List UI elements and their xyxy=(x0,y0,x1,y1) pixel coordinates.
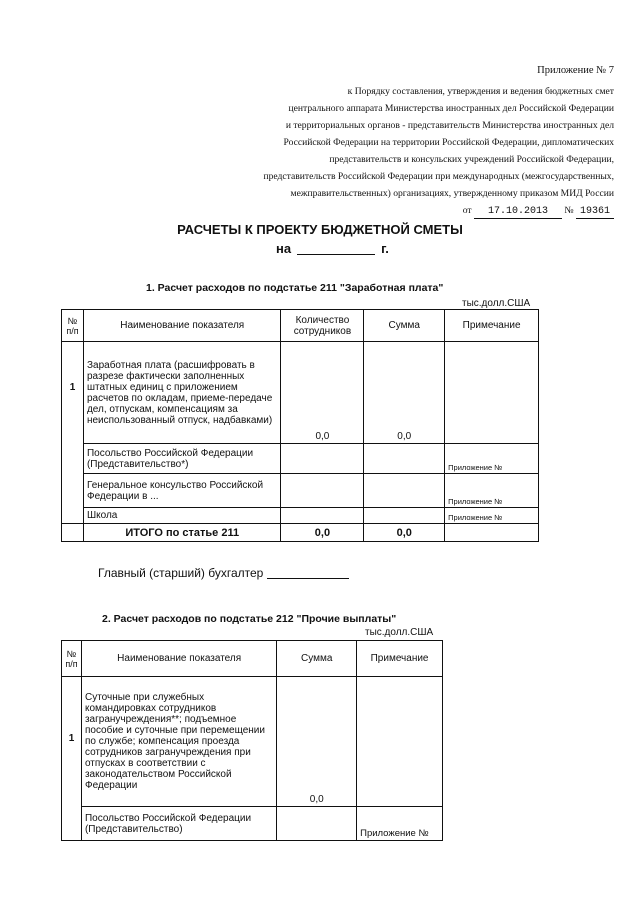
row-name: Посольство Российской Федерации (Представительство*) xyxy=(83,444,281,474)
order-number: 19361 xyxy=(576,206,614,219)
row-count xyxy=(281,474,364,508)
row-sum: 0,0 xyxy=(364,342,445,444)
table-row xyxy=(62,342,539,444)
total-count: 0,0 xyxy=(281,524,364,542)
row-note xyxy=(357,677,443,807)
appendix-line: к Порядку составления, утверждения и ведения бюджетных смет xyxy=(347,86,614,97)
table-row xyxy=(62,474,539,508)
header-name: Наименование показателя xyxy=(83,310,281,342)
total-sum: 0,0 xyxy=(364,524,445,542)
row-name: Школа xyxy=(83,508,281,524)
row-sum xyxy=(364,444,445,474)
appendix-title: Приложение № 7 xyxy=(537,65,614,76)
row-note: Приложение № xyxy=(445,474,539,508)
row-note xyxy=(445,342,539,444)
row-number: 1 xyxy=(62,677,82,841)
section2-title: 2. Расчет расходов по подстатье 212 "Прочие выплаты" xyxy=(102,613,397,625)
table-row xyxy=(62,508,539,524)
header-sum: Сумма xyxy=(277,641,357,677)
appendix-line: центрального аппарата Министерства иностранных дел Российской Федерации xyxy=(288,103,614,114)
row-count: 0,0 xyxy=(281,342,364,444)
row-name: Заработная плата (расшифровать в разрезе фактически заполненных штатных единиц с приложением расчетов по окладам, приеме-передаче дел, отпускам, компенсациям за неиспользованный отпуск, надбавками) xyxy=(83,342,281,444)
row-note: Приложение № xyxy=(445,444,539,474)
table-header-row xyxy=(62,641,443,677)
section2-table xyxy=(61,640,443,841)
appendix-line: представительств Российской Федерации при международных (межгосударственных, xyxy=(263,171,614,182)
section1-table xyxy=(61,309,539,542)
row-number: 1 xyxy=(62,342,84,524)
total-row xyxy=(62,524,539,542)
total-note-cell xyxy=(445,524,539,542)
row-note: Приложение № xyxy=(445,508,539,524)
table-row xyxy=(62,677,443,807)
total-label: ИТОГО по статье 211 xyxy=(83,524,281,542)
appendix-line: и территориальных органов - представительств Министерства иностранных дел xyxy=(285,120,614,131)
header-num: № п/п xyxy=(62,641,82,677)
header-num: № п/п xyxy=(62,310,84,342)
appendix-line: Российской Федерации на территории Российской Федерации, дипломатических xyxy=(283,137,614,148)
table-row xyxy=(62,444,539,474)
table-header-row xyxy=(62,310,539,342)
number-label: № xyxy=(564,205,574,216)
section2-unit: тыс.долл.США xyxy=(365,627,434,638)
header-count: Количество сотрудников xyxy=(281,310,364,342)
row-count xyxy=(281,508,364,524)
year-blank xyxy=(297,242,375,255)
row-name: Посольство Российской Федерации (Представительство) xyxy=(81,807,276,841)
accountant-signature-line xyxy=(98,566,349,580)
header-sum: Сумма xyxy=(364,310,445,342)
document-subtitle xyxy=(276,241,389,256)
row-sum xyxy=(364,508,445,524)
header-note: Примечание xyxy=(357,641,443,677)
section1-title: 1. Расчет расходов по подстатье 211 "Заработная плата" xyxy=(146,282,444,294)
from-label: от xyxy=(462,205,472,216)
order-date: 17.10.2013 xyxy=(474,206,562,219)
accountant-label: Главный (старший) бухгалтер xyxy=(98,566,264,580)
row-name: Суточные при служебных командировках сотрудников загранучреждения**; подъемное пособие и суточные при перемещении по службе; компенсация проезда сотрудников загранучреждения при отпусках в соответствии с законодательством Российской Федерации xyxy=(81,677,276,807)
signature-blank xyxy=(267,566,349,579)
row-count xyxy=(281,444,364,474)
document-title: РАСЧЕТЫ К ПРОЕКТУ БЮДЖЕТНОЙ СМЕТЫ xyxy=(177,222,463,237)
row-sum xyxy=(277,807,357,841)
header-name: Наименование показателя xyxy=(81,641,276,677)
total-num-cell xyxy=(62,524,84,542)
subtitle-suffix: г. xyxy=(381,241,389,256)
appendix-line: межправительственных) организациях, утвержденному приказом МИД России xyxy=(290,188,614,199)
section1-unit: тыс.долл.США xyxy=(462,298,531,309)
order-reference xyxy=(174,202,614,219)
row-note: Приложение № xyxy=(357,807,443,841)
appendix-header xyxy=(174,62,614,219)
appendix-line: представительств и консульских учреждений Российской Федерации, xyxy=(329,154,614,165)
row-sum: 0,0 xyxy=(277,677,357,807)
subtitle-prefix: на xyxy=(276,241,292,256)
header-note: Примечание xyxy=(445,310,539,342)
row-name: Генеральное консульство Российской Федерации в ... xyxy=(83,474,281,508)
row-sum xyxy=(364,474,445,508)
table-row xyxy=(62,807,443,841)
